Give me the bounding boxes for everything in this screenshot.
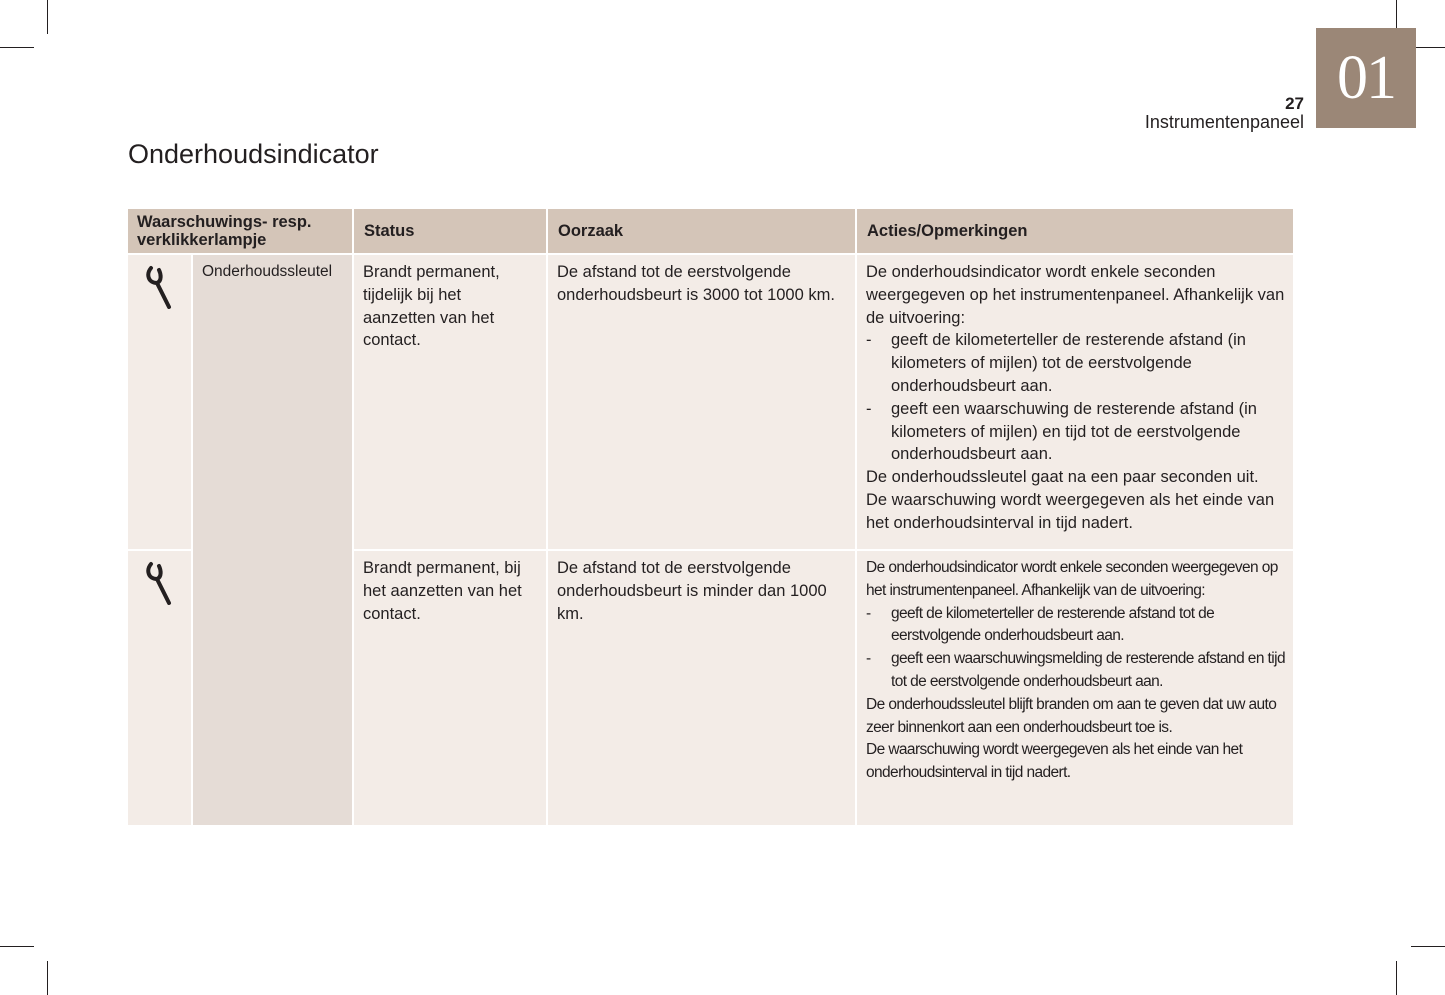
header-status: Status [354, 209, 546, 253]
status-cell: Brandt permanent, bij het aanzetten van het contact. [354, 551, 546, 825]
list-item: - geeft een waarschuwingsmelding de resterende afstand en tijd tot de eerstvolgende onderhoudsbeurt aan. [866, 648, 1285, 694]
section-name: Instrumentenpaneel [1144, 112, 1304, 132]
actions-intro: De onderhoudsindicator wordt enkele seconden weergegeven op het instrumentenpaneel. Afhankelijk van de uitvoering: [866, 559, 1278, 599]
crop-mark [1411, 946, 1445, 947]
actions-note: De waarschuwing wordt weergegeven als het einde van het onderhoudsinterval in tijd nadert. [866, 490, 1275, 532]
lamp-icon-cell [128, 255, 191, 549]
list-item: - geeft een waarschuwing de resterende afstand (in kilometers of mijlen) en tijd tot de eerstvolgende onderhoudsbeurt aan. [866, 398, 1285, 466]
header-cause: Oorzaak [548, 209, 855, 253]
actions-note: De onderhoudssleutel blijft branden om aan te geven dat uw auto zeer binnenkort aan een onderhoudsbeurt toe is. [866, 695, 1277, 736]
actions-note: De onderhoudssleutel gaat na een paar seconden uit. [866, 468, 1259, 487]
actions-list [866, 603, 1285, 694]
wrench-icon [145, 561, 175, 605]
status-cell: Brandt permanent, tijdelijk bij het aanzetten van het contact. [354, 255, 546, 549]
crop-mark [0, 47, 34, 48]
crop-mark [47, 961, 48, 995]
lamp-name: Onderhoudssleutel [193, 255, 352, 825]
actions-note: De waarschuwing wordt weergegeven als het einde van het onderhoudsinterval in tijd nadert. [866, 741, 1243, 782]
crop-mark [47, 0, 48, 34]
indicator-table [128, 209, 1291, 825]
actions-cell [857, 551, 1293, 825]
header-lamp: Waarschuwings- resp. verklikkerlampje [128, 209, 352, 253]
cause-cell: De afstand tot de eerstvolgende onderhoudsbeurt is minder dan 1000 km. [548, 551, 855, 825]
list-item: - geeft de kilometerteller de resterende afstand (in kilometers of mijlen) tot de eerstvolgende onderhoudsbeurt aan. [866, 329, 1285, 397]
crop-mark [1411, 47, 1445, 48]
lamp-icon-cell [128, 551, 191, 825]
page-title: Onderhoudsindicator [128, 139, 379, 169]
actions-cell [857, 255, 1293, 549]
page-number: 27 [1285, 94, 1304, 113]
actions-intro: De onderhoudsindicator wordt enkele seconden weergegeven op het instrumentenpaneel. Afhankelijk van de uitvoering: [866, 263, 1285, 327]
crop-mark [0, 946, 34, 947]
actions-list [866, 329, 1285, 466]
wrench-icon [145, 265, 175, 309]
list-item: - geeft de kilometerteller de resterende afstand tot de eerstvolgende onderhoudsbeurt aan. [866, 603, 1285, 649]
header-actions: Acties/Opmerkingen [857, 209, 1293, 253]
crop-mark [1396, 961, 1397, 995]
chapter-tab: 01 [1316, 28, 1416, 128]
cause-cell: De afstand tot de eerstvolgende onderhoudsbeurt is 3000 tot 1000 km. [548, 255, 855, 549]
